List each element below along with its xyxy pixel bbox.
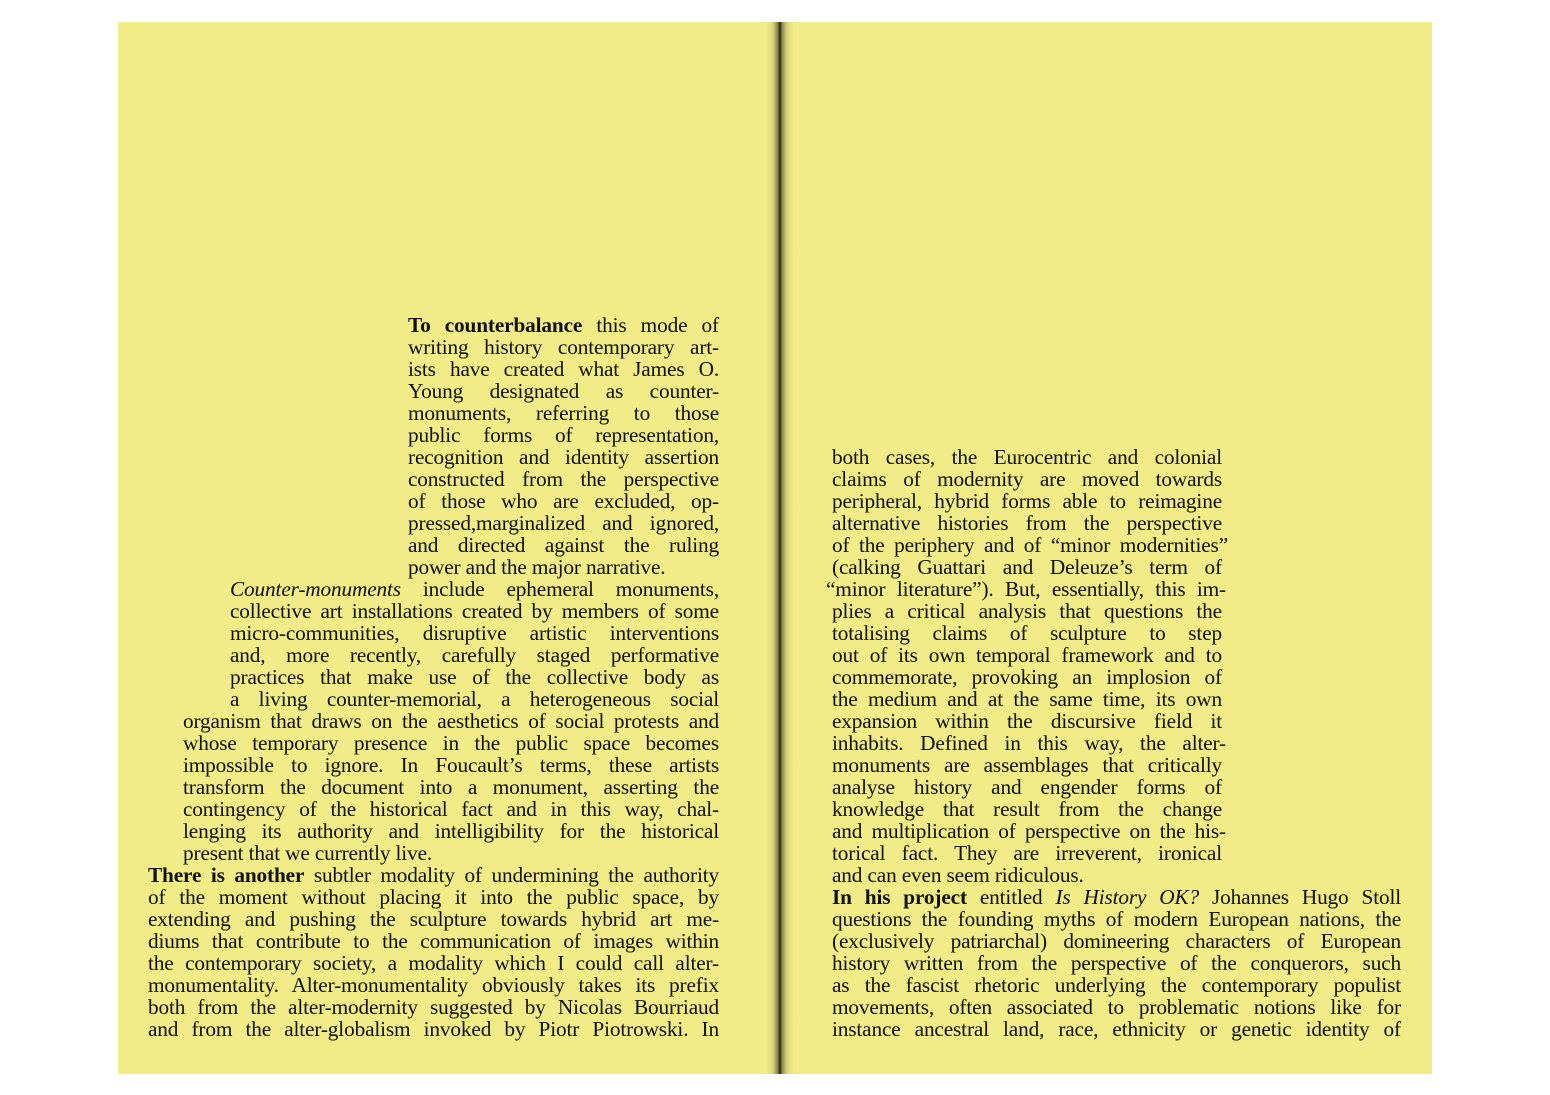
- left-p3-line: monumentality. Alter-monumentality obviously takes its prefix: [148, 973, 719, 997]
- right-p1-line: and can even seem ridiculous.: [832, 863, 1084, 887]
- left-p3-line-1-text: subtler modality of undermining the authority: [304, 863, 719, 887]
- left-p1-line: of those who are excluded, op-: [408, 489, 719, 513]
- left-p2-line: a living counter-memorial, a heterogeneous social: [230, 687, 719, 711]
- left-p1-line: pressed,marginalized and ignored,: [408, 511, 719, 535]
- right-p1-line: alternative histories from the perspective: [832, 511, 1222, 535]
- left-p1-line: public forms of representation,: [408, 423, 719, 447]
- left-p1-line: and directed against the ruling: [408, 533, 719, 557]
- right-p1-line: and multiplication of perspective on the his-: [832, 819, 1226, 843]
- left-p2-line: micro-communities, disruptive artistic interventions: [230, 621, 719, 645]
- left-p2-line: whose temporary presence in the public space becomes: [183, 731, 719, 755]
- right-p1-line: out of its own temporal framework and to: [832, 643, 1222, 667]
- left-p2-line: present that we currently live.: [183, 841, 433, 865]
- right-p1-line: analyse history and engender forms of: [832, 775, 1222, 799]
- right-p1-line: (calking Guattari and Deleuze’s term of: [832, 555, 1222, 579]
- left-p2-line-1-text: include ephemeral monuments,: [400, 577, 719, 601]
- left-p2-line: and, more recently, carefully staged performative: [230, 643, 719, 667]
- right-p2-lead: In his project: [832, 885, 967, 909]
- left-p3-line: extending and pushing the sculpture towards hybrid art me-: [148, 907, 719, 931]
- right-p2-line: (exclusively patriarchal) domineering characters of European: [832, 929, 1401, 953]
- right-p1-line: both cases, the Eurocentric and colonial: [832, 445, 1222, 469]
- right-p1-line: monuments are assemblages that critically: [832, 753, 1222, 777]
- left-p3-lead: There is another: [148, 863, 305, 887]
- right-p1-line: commemorate, provoking an implosion of: [832, 665, 1222, 689]
- right-p1-line: claims of modernity are moved towards: [832, 467, 1222, 491]
- book-gutter: [766, 22, 794, 1074]
- left-p1-line: monuments, referring to those: [408, 401, 719, 425]
- left-p1-line: power and the major narrative.: [408, 555, 666, 579]
- left-p1-line: constructed from the perspective: [408, 467, 719, 491]
- left-p2-line: organism that draws on the aesthetics of social protests and: [183, 709, 719, 733]
- left-p3-line: the contemporary society, a modality which I could call alter-: [148, 951, 719, 975]
- left-p2-line: contingency of the historical fact and in this way, chal-: [183, 797, 719, 821]
- left-p3-line-1: [148, 864, 719, 886]
- right-p2-project-title: Is History OK?: [1055, 885, 1200, 909]
- left-p3-line: both from the alter-modernity suggested by Nicolas Bourriaud: [148, 995, 719, 1019]
- left-p1-line: writing history contemporary art-: [408, 335, 719, 359]
- left-p1-line-1: [408, 314, 719, 336]
- right-p2-line: movements, often associated to problematic notions like for: [832, 995, 1401, 1019]
- left-p3-line: and from the alter-globalism invoked by Piotr Piotrowski. In: [148, 1017, 719, 1041]
- right-p1-line: knowledge that result from the change: [832, 797, 1222, 821]
- right-p1-line: inhabits. Defined in this way, the alter-: [832, 731, 1226, 755]
- left-p1-line: recognition and identity assertion: [408, 445, 719, 469]
- left-p2-line: transform the document into a monument, asserting the: [183, 775, 719, 799]
- left-p2-line-1: [230, 578, 719, 600]
- left-p1-lead: To counterbalance: [408, 313, 583, 337]
- right-p1-line: peripheral, hybrid forms able to reimagine: [832, 489, 1222, 513]
- left-p2-line: collective art installations created by members of some: [230, 599, 719, 623]
- left-p1-line: Young designated as counter-: [408, 379, 719, 403]
- left-p2-line: impossible to ignore. In Foucault’s terms, these artists: [183, 753, 719, 777]
- right-p2-line: history written from the perspective of the conquerors, such: [832, 951, 1401, 975]
- right-p1-line: totalising claims of sculpture to step: [832, 621, 1222, 645]
- right-p2-line-1: [832, 886, 1401, 908]
- left-p3-line: diums that contribute to the communication of images within: [148, 929, 719, 953]
- left-p2-line: practices that make use of the collective body as: [230, 665, 719, 689]
- right-p1-line: expansion within the discursive field it: [832, 709, 1222, 733]
- right-p1-line: the medium and at the same time, its own: [832, 687, 1222, 711]
- right-p2-line: instance ancestral land, race, ethnicity or genetic identity of: [832, 1017, 1401, 1041]
- right-p2-line: questions the founding myths of modern European nations, the: [832, 907, 1401, 931]
- right-p1-line: of the periphery and of “minor modernities”: [832, 533, 1228, 557]
- left-p3-line: of the moment without placing it into the public space, by: [148, 885, 719, 909]
- right-p1-line: plies a critical analysis that questions the: [832, 599, 1222, 623]
- right-p1-line: torical fact. They are irreverent, ironical: [832, 841, 1222, 865]
- left-p2-line: lenging its authority and intelligibility for the historical: [183, 819, 719, 843]
- right-p2-line-1-mid: entitled: [966, 885, 1056, 909]
- left-p1-line-1-text: this mode of: [582, 313, 719, 337]
- right-p2-line-1-text: Johannes Hugo Stoll: [1199, 885, 1401, 909]
- right-p1-line: “minor literature”). But, essentially, this im-: [826, 577, 1226, 601]
- right-p2-line: as the fascist rhetoric underlying the contemporary populist: [832, 973, 1401, 997]
- left-p2-lead: Counter-monuments: [230, 577, 401, 601]
- left-p1-line: ists have created what James O.: [408, 357, 719, 381]
